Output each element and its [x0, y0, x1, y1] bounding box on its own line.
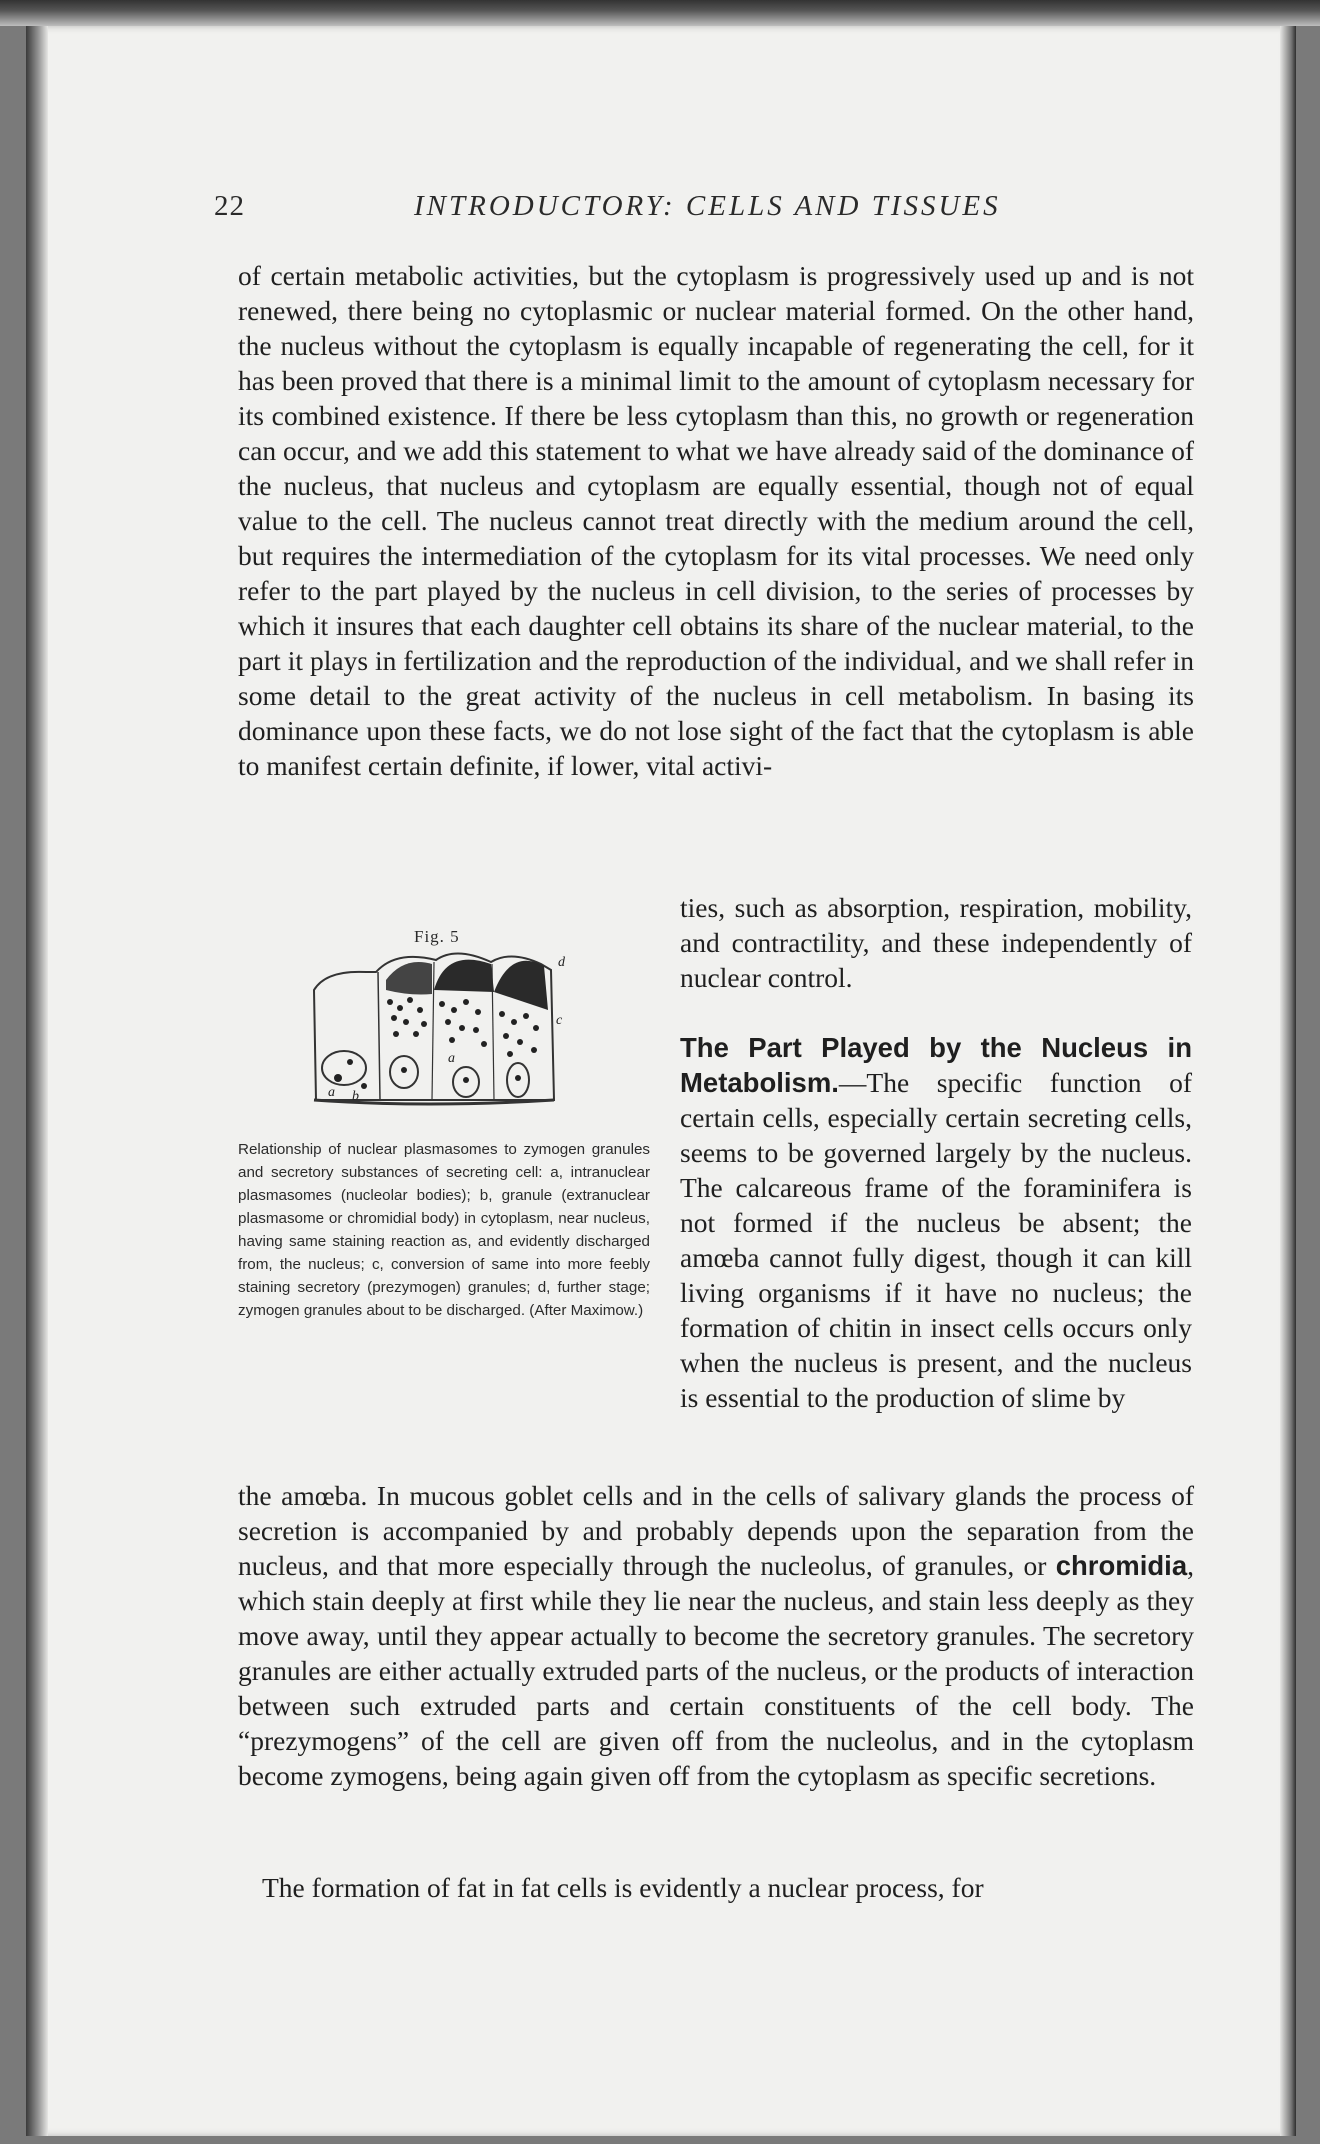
figure-letter-d: d	[558, 955, 565, 970]
term-chromidia: chromidia	[1055, 1550, 1188, 1581]
figure-label: Fig. 5	[414, 927, 460, 946]
paragraph-3-text: —The specific function of certain cells, especially certain secreting cells, seems to be governed largely by the nucleus. The calcareous frame of the foraminifera is not formed if the nucleus be absent; the amœba cannot fully digest, though it can kill living organisms if it have no nucleus; the formation of chitin in insect cells occurs only when the nucleus is present, and the nucleus is essential to the production of slime by	[680, 1067, 1192, 1413]
paragraph-2: ties, such as absorption, respiration, mobility, and contractility, and these independently of nuclear control.	[680, 892, 1192, 993]
figure-5-illustration	[306, 950, 596, 1120]
section-heading: The Part Played by the Nucleus in Metabolism.	[680, 1032, 1192, 1098]
figure-caption: Relationship of nuclear plasmasomes to zymogen granules and secretory substances of secreting cell: a, intranuclear plasmasomes (nucleolar bodies); b, granule (extranuclear plasmasome or chromidial body) in cytoplasm, near nucleus, having same staining reaction as, and evidently discharged from, the nucleus; c, conversion of same into more feebly staining secretory (prezymogen) granules; d, further stage; zymogen granules about to be discharged. (After Maximow.)	[238, 1141, 650, 1319]
figure-letter-a: a	[328, 1085, 335, 1100]
page-number: 22	[214, 190, 245, 222]
scan-top-border	[0, 0, 1320, 26]
figure-letter-a-second: a	[448, 1051, 455, 1066]
paragraph-1: of certain metabolic activities, but the cytoplasm is progressively used up and is not renewed, there being no cytoplasmic or nuclear material formed. On the other hand, the nucleus without the cytoplasm is equally incapable of regenerating the cell, for it has been proved that there is a minimal limit to the amount of cytoplasm necessary for its combined existence. If there be less cytoplasm than this, no growth or regeneration can occur, and we add this statement to what we have already said of the dominance of the nucleus, that nucleus and cytoplasm are equally essential, though not of equal value to the cell. The nucleus cannot treat directly with the medium around the cell, but requires the intermediation of the cytoplasm for its vital processes. We need only refer to the part played by the nucleus in cell division, to the series of processes by which it insures that each daughter cell obtains its share of the nuclear material, to the part it plays in fertilization and the reproduction of the individual, and we shall refer in some detail to the great activity of the nucleus in cell metabolism. In basing its dominance upon these facts, we do not lose sight of the fact that the cytoplasm is able to manifest certain definite, if lower, vital activi-	[238, 260, 1194, 781]
page-right-edge	[1280, 26, 1296, 2136]
figure-letter-c: c	[556, 1013, 563, 1028]
running-title: INTRODUCTORY: CELLS AND TISSUES	[414, 190, 1001, 222]
paragraph-4-text-start: the amœba. In mucous goblet cells and in the cells of salivary glands the process of secretion is accompanied by and probably depends upon the separation from the nucleus, and that more especially through the nucleolus, of granules, or	[238, 1480, 1194, 1581]
running-head	[214, 190, 1190, 230]
paragraph-4	[238, 1478, 1194, 1793]
paragraph-3	[680, 1030, 1192, 1415]
paragraph-5: The formation of fat in fat cells is evidently a nuclear process, for	[262, 1872, 984, 1903]
figure-letter-b: b	[352, 1089, 359, 1104]
paragraph-4-text-end: , which stain deeply at first while they lie near the nucleus, and stain less deeply as they move away, until they appear actually to become the secretory granules. The secretory granules are either actually extruded parts of the nucleus, or the products of interaction between such extruded parts and certain constituents of the cell body. The “prezymogens” of the cell are given off from the nucleolus, and in the cytoplasm become zymogens, being again given off from the cytoplasm as specific secretions.	[238, 1550, 1194, 1791]
page-left-edge	[26, 26, 48, 2136]
